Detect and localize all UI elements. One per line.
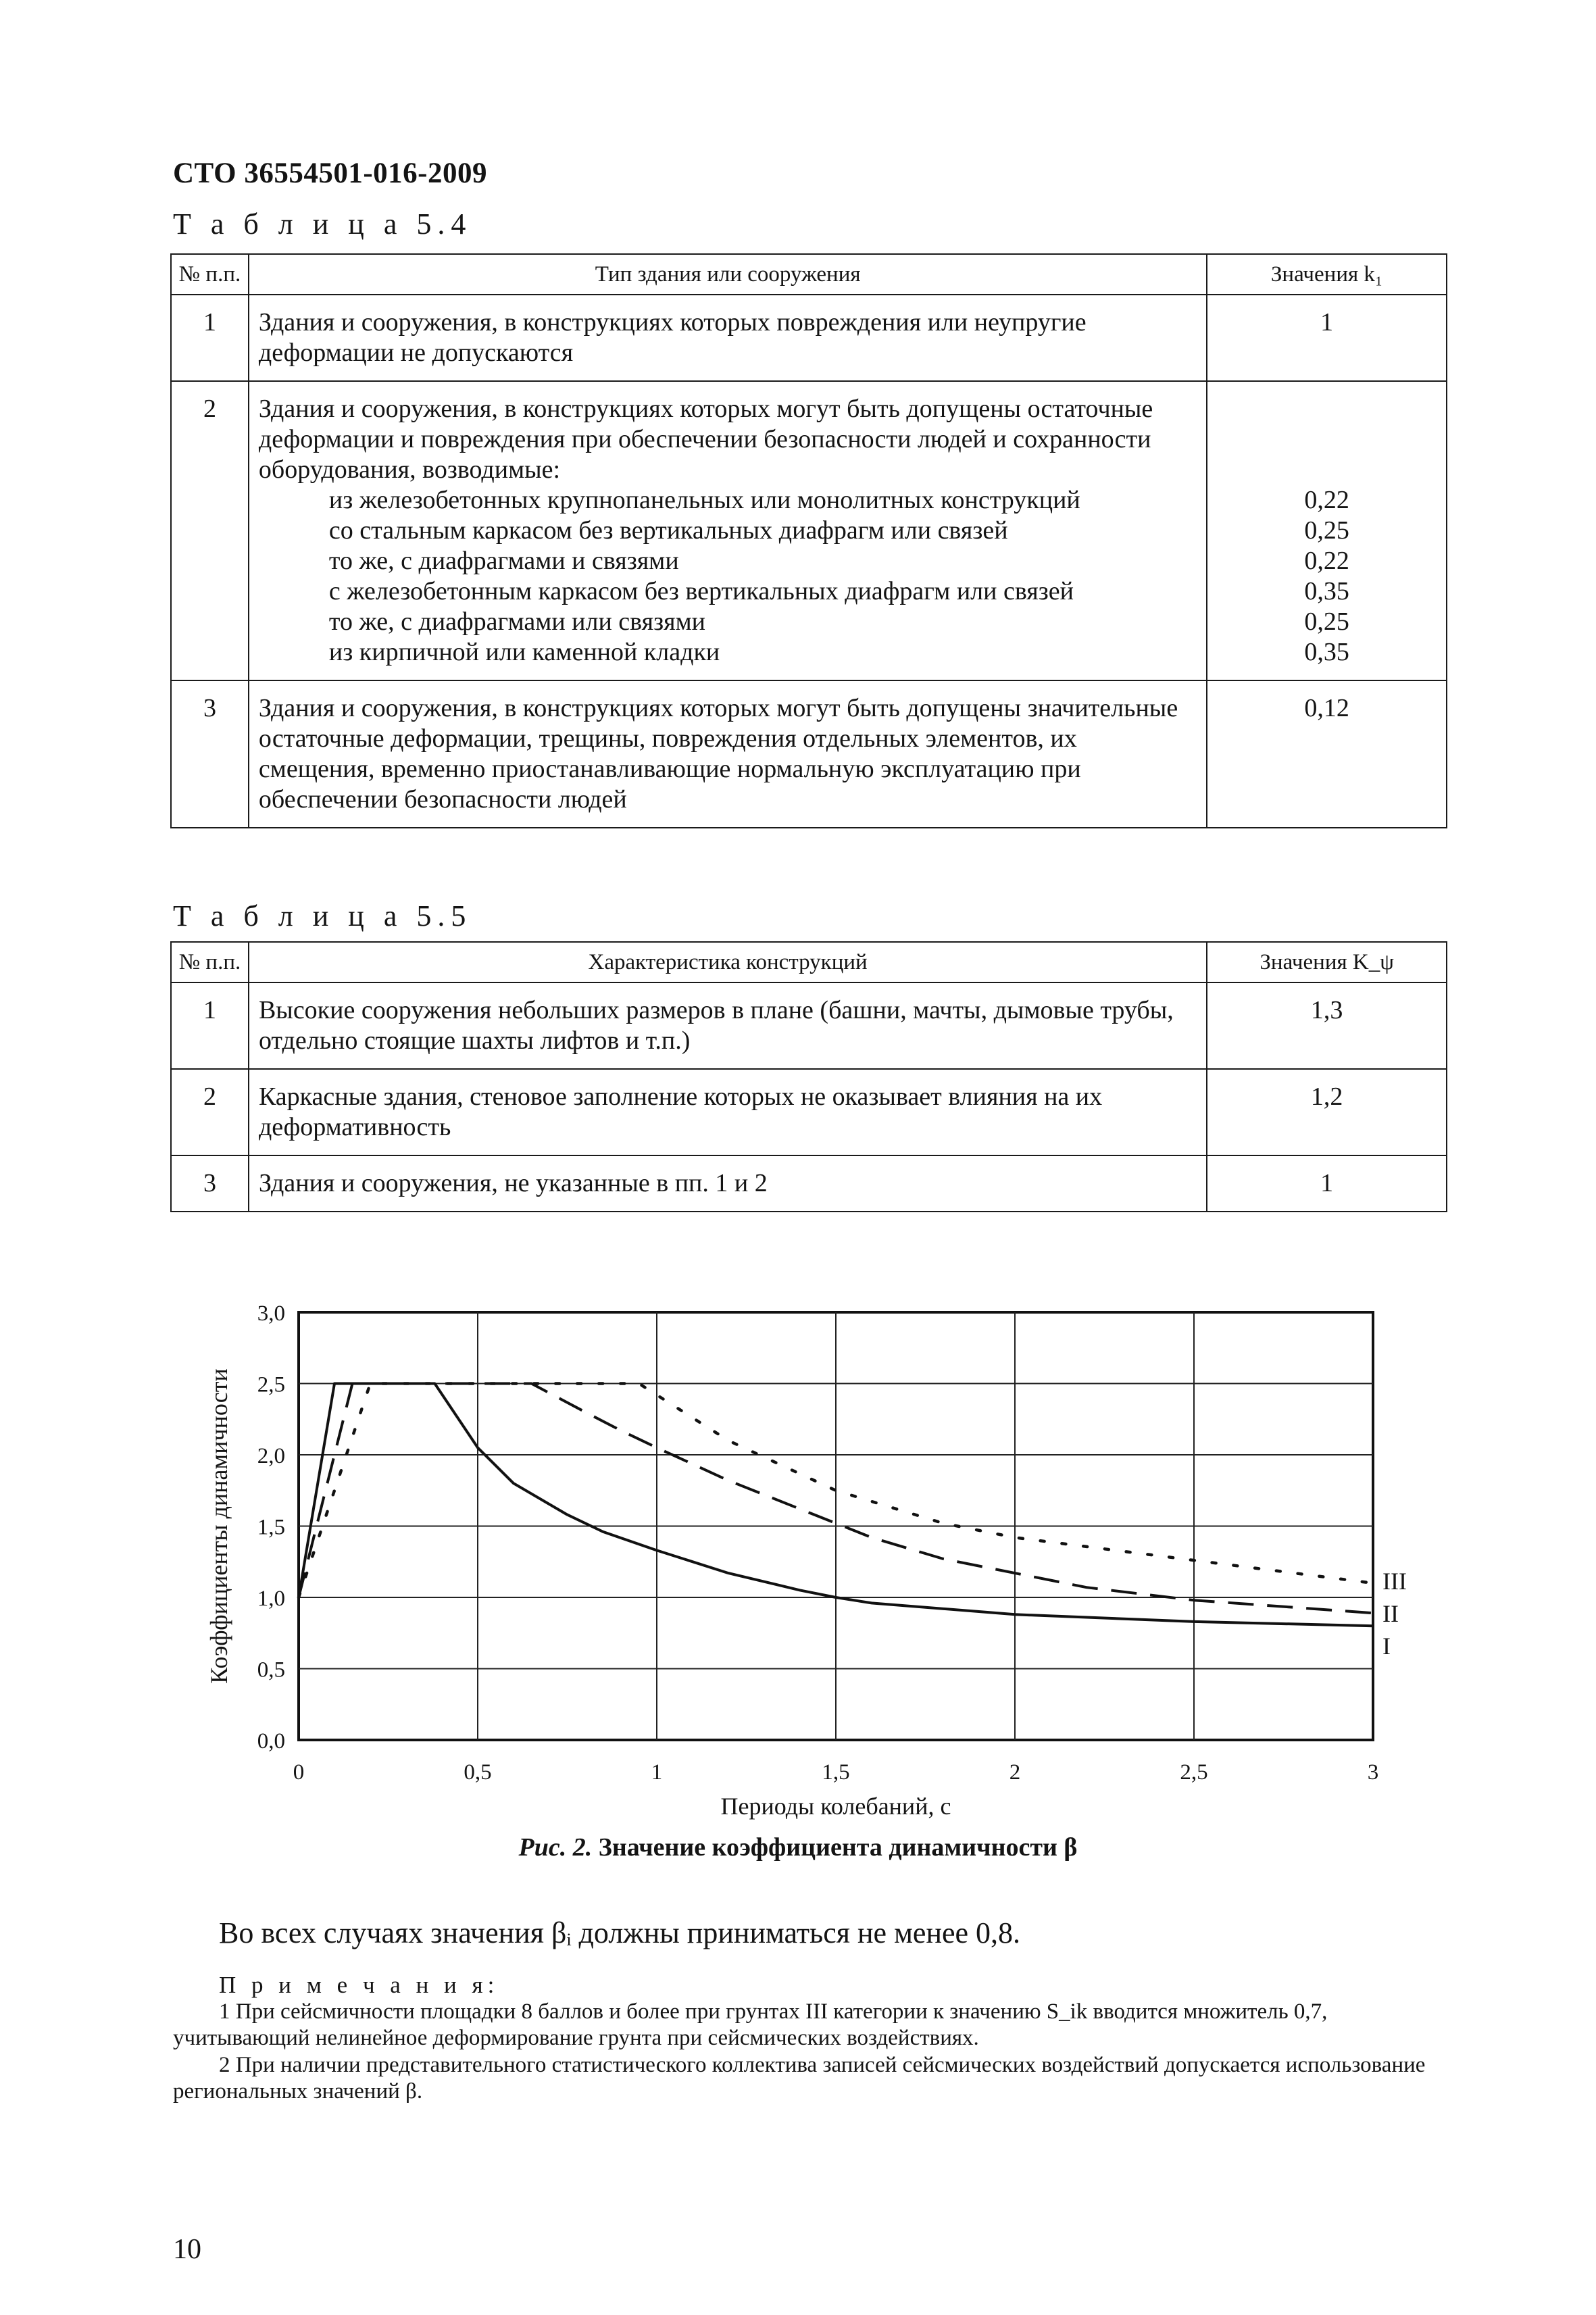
table-55-header-num: № п.п. [171, 942, 249, 982]
chart-grid [299, 1312, 1373, 1740]
note-2: 2 При наличии представительного статистического коллектива записей сейсмических воздействий допускается использование региональных значений β. [173, 2053, 1426, 2104]
row-number: 3 [171, 680, 249, 828]
page-number: 10 [173, 2234, 201, 2265]
row-value: 1 [1207, 295, 1447, 381]
series-label-iii: III [1382, 1568, 1407, 1595]
x-tick-label: 3 [1367, 1760, 1379, 1785]
x-tick-label: 2,5 [1180, 1760, 1208, 1785]
chart-series [299, 1384, 1407, 1660]
x-tick-label: 1,5 [822, 1760, 850, 1785]
sub-item-value: 0,22 [1304, 547, 1349, 575]
row-value: 0,12 [1207, 680, 1447, 828]
x-tick-label: 2 [1009, 1760, 1021, 1785]
row-description: Здания и сооружения, в конструкциях которых повреждения или неупругие деформации не допускаются [249, 295, 1207, 381]
row-number: 3 [171, 1155, 249, 1212]
y-tick-label: 0,0 [257, 1729, 285, 1753]
y-axis-label: Коэффициенты динамичности [205, 1368, 232, 1684]
row-number: 2 [171, 1069, 249, 1155]
y-tick-label: 1,0 [257, 1587, 285, 1611]
row-number: 1 [171, 295, 249, 381]
table-54-caption: Т а б л и ц а 5.4 [173, 207, 472, 241]
row-intro-text: Здания и сооружения, в конструкциях которых могут быть допущены остаточные деформации и повреждения при обеспечении безопасности людей и сохранности оборудования, возводимые: [258, 395, 1153, 484]
table-55-header-type: Характеристика конструкций [249, 942, 1207, 982]
x-tick-label: 0 [293, 1760, 305, 1785]
y-tick-label: 1,5 [257, 1515, 285, 1540]
sub-item: с железобетонным каркасом без вертикальных диафрагм или связей [328, 577, 1074, 605]
x-tick-label: 1 [651, 1760, 663, 1785]
table-54-header-type: Тип здания или сооружения [249, 254, 1207, 295]
sub-item-value: 0,25 [1304, 516, 1349, 545]
row-number: 1 [171, 982, 249, 1069]
sub-item: со стальным каркасом без вертикальных диафрагм или связей [328, 516, 1008, 545]
table-55-caption: Т а б л и ц а 5.5 [173, 899, 472, 932]
table-55-header-value: Значения K_ψ [1207, 942, 1447, 982]
y-tick-label: 0,5 [257, 1658, 285, 1683]
document-code: СТО 36554501-016-2009 [173, 157, 488, 189]
body-paragraph: Во всех случаях значения βᵢ должны приниматься не менее 0,8. [219, 1916, 1021, 1949]
sub-item-value: 0,25 [1304, 607, 1349, 636]
series-label-ii: II [1382, 1600, 1399, 1627]
y-tick-label: 2,5 [257, 1372, 285, 1397]
sub-item: из кирпичной или каменной кладки [328, 638, 720, 666]
row-value: 1,3 [1207, 982, 1447, 1069]
x-axis-label: Периоды колебаний, с [720, 1793, 951, 1820]
row-value: 1 [1207, 1155, 1447, 1212]
row-description: Высокие сооружения небольших размеров в плане (башни, мачты, дымовые трубы, отдельно стоящие шахты лифтов и т.п.) [249, 982, 1207, 1069]
sub-item: то же, с диафрагмами или связями [328, 607, 705, 636]
sub-item-value: 0,35 [1304, 577, 1349, 605]
sub-item: то же, с диафрагмами и связями [328, 547, 679, 575]
row-description: Здания и сооружения, в конструкциях которых могут быть допущены значительные остаточные деформации, трещины, повреждения отдельных элементов, их смещения, временно приостанавливающие нормальную эксплуатацию при обеспечении безопасности людей [249, 680, 1207, 828]
y-tick-label: 2,0 [257, 1444, 285, 1468]
row-number: 2 [171, 381, 249, 680]
row-description: Здания и сооружения, не указанные в пп. 1 и 2 [249, 1155, 1207, 1212]
row-value: 1,2 [1207, 1069, 1447, 1155]
figure-caption [0, 1833, 1596, 1862]
sub-item-value: 0,22 [1304, 486, 1349, 514]
row-description: Каркасные здания, стеновое заполнение которых не оказывает влияния на их деформативность [249, 1069, 1207, 1155]
sub-item-value: 0,35 [1304, 638, 1349, 666]
figure-label: Рис. 2. [518, 1833, 593, 1862]
y-tick-label: 3,0 [257, 1301, 285, 1326]
notes-heading: П р и м е ч а н и я: [219, 1972, 499, 1998]
table-54-header-value: Значения k₁ [1207, 254, 1447, 295]
figure-title: Значение коэффициента динамичности β [598, 1833, 1078, 1862]
table-54-header-num: № п.п. [171, 254, 249, 295]
x-tick-label: 0,5 [464, 1760, 492, 1785]
chart-ticks [257, 1301, 1379, 1785]
note-1: 1 При сейсмичности площадки 8 баллов и более при грунтах III категории к значению S_ik вводится множитель 0,7, учитывающий нелинейное деформирование грунта при сейсмических воздействиях. [173, 1999, 1328, 2050]
sub-item: из железобетонных крупнопанельных или монолитных конструкций [328, 486, 1080, 514]
series-label-i: I [1382, 1633, 1391, 1660]
